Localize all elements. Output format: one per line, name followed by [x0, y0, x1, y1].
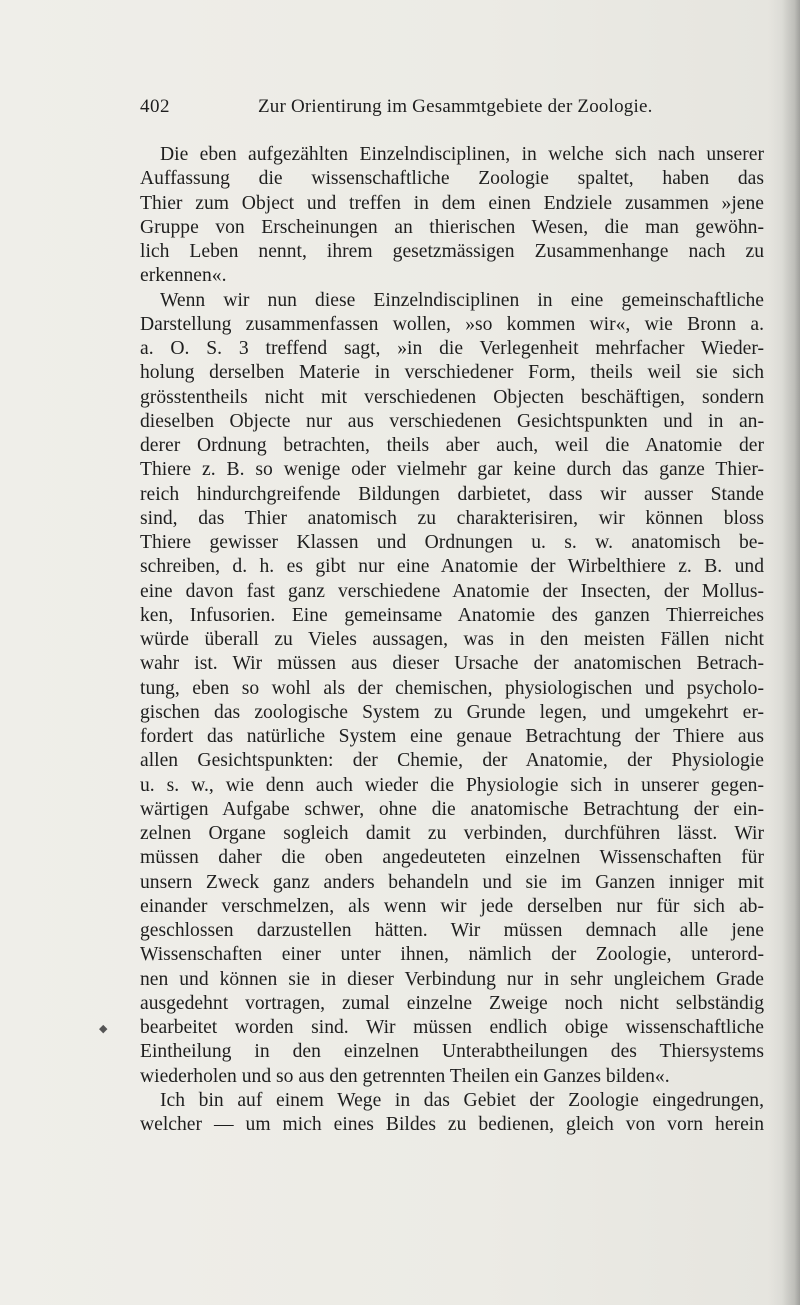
text-line: müssen daher die oben angedeuteten einzelnen Wissenschaften für [140, 847, 764, 869]
text-line: gischen das zoologische System zu Grunde legen, und umgekehrt er- [140, 701, 764, 723]
text-line: schreiben, d. h. es gibt nur eine Anatomie der Wirbelthiere z. B. und [140, 556, 764, 578]
page-edge-shadow [782, 0, 800, 1305]
text-line: erkennen«. [140, 265, 227, 287]
text-line: reich hindurchgreifende Bildungen darbietet, dass wir ausser Stande [140, 483, 764, 505]
text-line: Die eben aufgezählten Einzelndisciplinen, in welche sich nach unserer [160, 144, 764, 165]
text-line: würde überall zu Vieles aussagen, was in den meisten Fällen nicht [140, 629, 764, 650]
text-line: zelnen Organe sogleich damit zu verbinden, durchführen lässt. Wir [140, 823, 764, 844]
text-line: Eintheilung in den einzelnen Unterabtheilungen des Thiersystems [140, 1041, 764, 1063]
text-line: u. s. w., wie denn auch wieder die Physiologie sich in unserer gegen- [140, 774, 764, 796]
page-header [140, 96, 760, 126]
text-line: Auffassung die wissenschaftliche Zoologie spaltet, haben das [140, 168, 764, 190]
text-line: allen Gesichtspunkten: der Chemie, der Anatomie, der Physiologie [140, 750, 764, 772]
text-line: Thiere z. B. so wenige oder vielmehr gar keine durch das ganze Thier- [140, 459, 764, 481]
text-line: einander verschmelzen, als wenn wir jede derselben nur für sich ab- [140, 895, 764, 917]
text-line: holung derselben Materie in verschiedener Form, theils weil sie sich [140, 362, 764, 384]
text-line: grösstentheils nicht mit verschiedenen Objecten beschäftigen, sondern [140, 386, 764, 408]
text-line: geschlossen darzustellen hätten. Wir müssen demnach alle jene [140, 920, 764, 941]
text-line: wahr ist. Wir müssen aus dieser Ursache der anatomischen Betrach- [140, 653, 764, 675]
text-line: bearbeitet worden sind. Wir müssen endlich obige wissenschaftliche [140, 1017, 764, 1038]
text-line: ausgedehnt vortragen, zumal einzelne Zweige noch nicht selbständig [140, 992, 764, 1014]
text-line: tung, eben so wohl als der chemischen, physiologischen und psycholo- [140, 677, 764, 699]
text-line: a. O. S. 3 treffend sagt, »in die Verlegenheit mehrfacher Wieder- [140, 338, 764, 359]
text-line: unsern Zweck ganz anders behandeln und sie im Ganzen inniger mit [140, 871, 764, 893]
text-line: lich Leben nennt, ihrem gesetzmässigen Zusammenhange nach zu [140, 241, 764, 262]
text-line: Thier zum Object und treffen in dem einen Endziele zusammen »jene [140, 192, 764, 214]
text-line: wärtigen Aufgabe schwer, ohne die anatomische Betrachtung der ein- [140, 798, 764, 820]
ink-speck-icon: ◆ [99, 1023, 108, 1035]
text-line: sind, das Thier anatomisch zu charakterisiren, wir können bloss [140, 507, 764, 529]
text-line: derer Ordnung betrachten, theils aber auch, weil die Anatomie der [140, 435, 764, 456]
body-text [140, 143, 764, 1137]
text-line: welcher — um mich eines Bildes zu bedienen, gleich von vorn herein [140, 1114, 764, 1135]
text-line: nen und können sie in dieser Verbindung nur in sehr ungleichem Grade [140, 968, 764, 990]
text-line: ken, Infusorien. Eine gemeinsame Anatomie des ganzen Thierreiches [140, 604, 764, 626]
running-head: Zur Orientirung im Gesammtgebiete der Zoologie. [258, 96, 653, 117]
text-line: dieselben Objecte nur aus verschiedenen Gesichtspunkten und in an- [140, 410, 764, 432]
text-line: Wissenschaften einer unter ihnen, nämlich der Zoologie, unterord- [140, 944, 764, 966]
text-line: wiederholen und so aus den getrennten Theilen ein Ganzes bilden«. [140, 1065, 670, 1087]
text-line: eine davon fast ganz verschiedene Anatomie der Insecten, der Mollus- [140, 580, 764, 602]
text-line: Gruppe von Erscheinungen an thierischen Wesen, die man gewöhn- [140, 216, 764, 238]
text-line: Darstellung zusammenfassen wollen, »so kommen wir«, wie Bronn a. [140, 313, 764, 335]
text-line: Ich bin auf einem Wege in das Gebiet der Zoologie eingedrungen, [160, 1089, 764, 1111]
text-line: Wenn wir nun diese Einzelndisciplinen in eine gemeinschaftliche [160, 289, 764, 311]
text-line: fordert das natürliche System eine genaue Betrachtung der Thiere aus [140, 726, 764, 747]
page-number: 402 [140, 96, 170, 117]
text-line: Thiere gewisser Klassen und Ordnungen u. s. w. anatomisch be- [140, 532, 764, 553]
